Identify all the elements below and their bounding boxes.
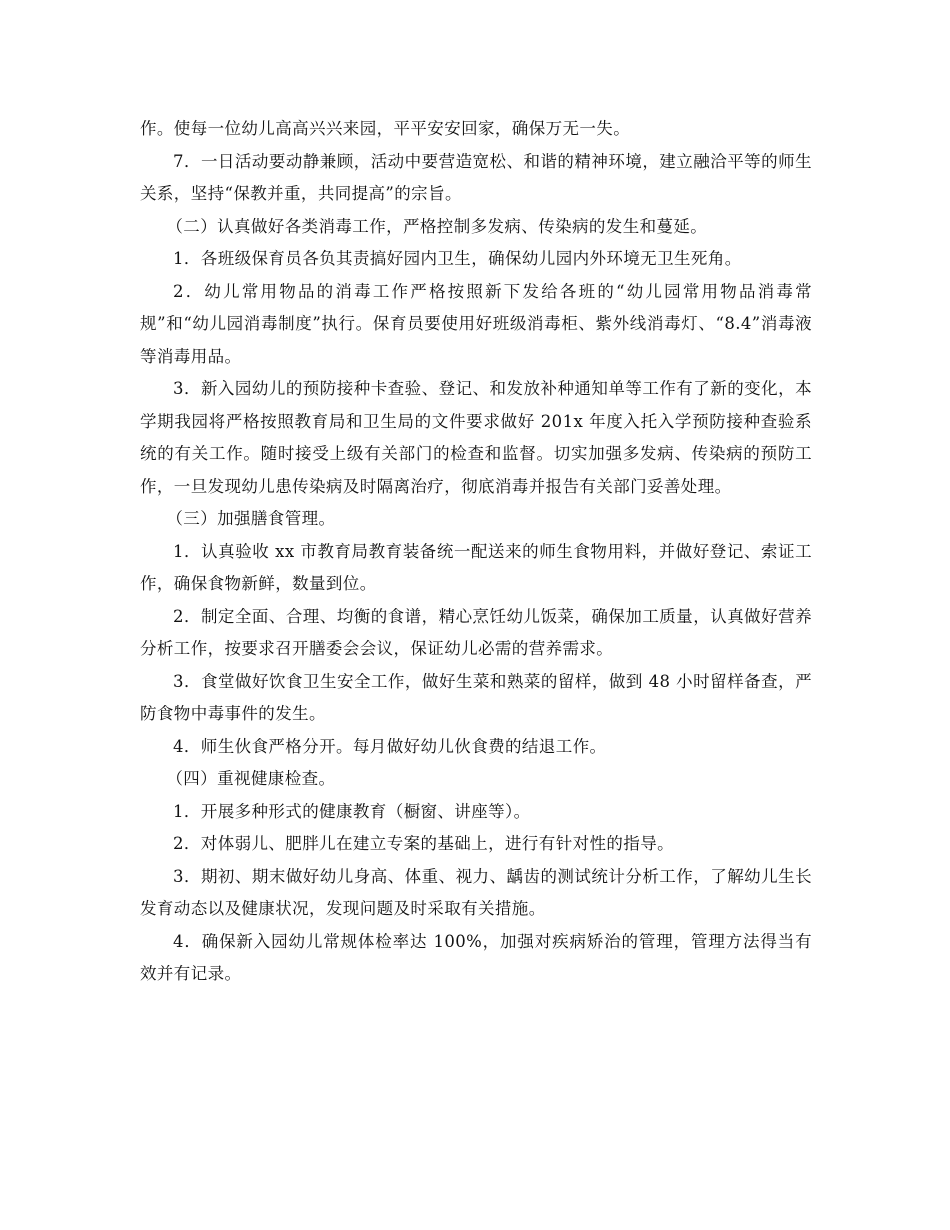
document-body <box>140 113 812 991</box>
section-2-item-2: 2．幼儿常用物品的消毒工作严格按照新下发给各班的“幼儿园常用物品消毒常规”和“幼儿园消毒制度”执行。保育员要使用好班级消毒柜、紫外线消毒灯、“8.4”消毒液等消毒用品。 <box>140 281 812 366</box>
section-2-item-1: 1．各班级保育员各负其责搞好园内卫生，确保幼儿园内外环境无卫生死角。 <box>173 249 742 268</box>
section-4-item-1: 1．开展多种形式的健康教育（橱窗、讲座等）。 <box>173 801 531 821</box>
section-3-item-3: 3．食堂做好饮食卫生安全工作，做好生菜和熟菜的留样，做到 48 小时留样备查，严防食物中毒事件的发生。 <box>140 671 812 723</box>
section-heading-3: （三）加强膳食管理。 <box>166 509 336 528</box>
section-3-item-1: 1．认真验收 xx 市教育局教育装备统一配送来的师生食物用料，并做好登记、索证工作，确保食物新鲜，数量到位。 <box>140 541 812 593</box>
section-3-item-4: 4．师生伙食严格分开。每月做好幼儿伙食费的结退工作。 <box>173 736 607 756</box>
section-heading-2: （二）认真做好各类消毒工作，严格控制多发病、传染病的发生和蔓延。 <box>166 216 708 236</box>
section-heading-4: （四）重视健康检查。 <box>166 769 336 788</box>
section-4-item-3: 3．期初、期末做好幼儿身高、体重、视力、龋齿的测试统计分析工作，了解幼儿生长发育动态以及健康状况，发现问题及时采取有关措施。 <box>140 866 812 918</box>
section-4-item-4: 4．确保新入园幼儿常规体检率达 100%，加强对疾病矫治的管理，管理方法得当有效并有记录。 <box>140 931 812 983</box>
section-4-item-2: 2．对体弱儿、肥胖儿在建立专案的基础上，进行有针对性的指导。 <box>173 834 674 853</box>
section-2-item-3: 3．新入园幼儿的预防接种卡查验、登记、和发放补种通知单等工作有了新的变化，本学期我园将严格按照教育局和卫生局的文件要求做好 201x 年度入托入学预防接种查验系统的有关工作。随时接受上级有关部门的检查和监督。切实加强多发病、传染病的预防工作，一旦发现幼儿患传染病及时隔离治疗，彻底消毒并报告有关部门妥善处理。 <box>140 379 812 496</box>
paragraph-continuation: 作。使每一位幼儿高高兴兴来园，平平安安回家，确保万无一失。 <box>140 119 631 138</box>
section-3-item-2: 2．制定全面、合理、均衡的食谱，精心烹饪幼儿饭菜，确保加工质量，认真做好营养分析工作，按要求召开膳委会会议，保证幼儿必需的营养需求。 <box>140 606 812 658</box>
list-item-7: 7．一日活动要动静兼顾，活动中要营造宽松、和谐的精神环境，建立融洽平等的师生关系，坚持“保教并重，共同提高”的宗旨。 <box>140 151 812 203</box>
